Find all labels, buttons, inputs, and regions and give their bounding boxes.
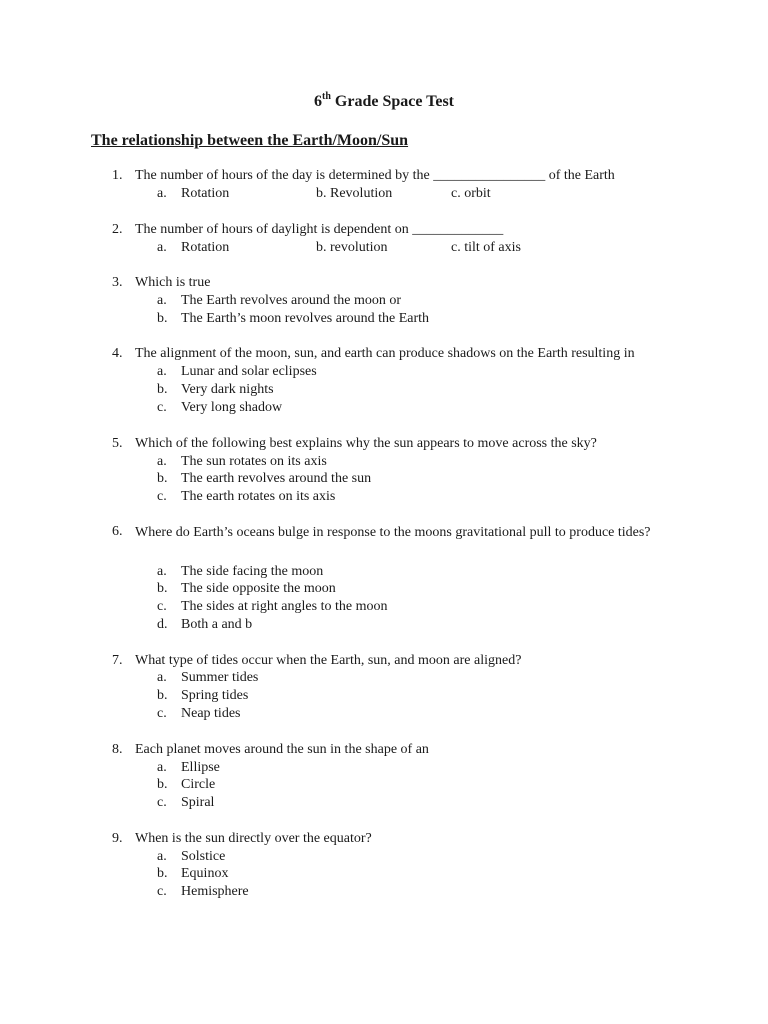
option-text: Neap tides: [181, 706, 241, 721]
option-text: The sides at right angles to the moon: [181, 599, 388, 614]
option-text: Hemisphere: [181, 884, 249, 899]
option-text: Both a and b: [181, 617, 253, 632]
option-text: The earth revolves around the sun: [181, 471, 372, 486]
question-text: Which of the following best explains why the sun appears to move across the sky?: [135, 436, 597, 451]
option-text: The side facing the moon: [181, 564, 324, 579]
option-letter: a.: [157, 670, 167, 685]
title-superscript: th: [321, 90, 331, 102]
question-number: 2.: [112, 222, 123, 237]
question-number: 5.: [112, 436, 123, 451]
question-number: 8.: [112, 742, 123, 757]
option-letter: c.: [157, 489, 167, 504]
option-text: Equinox: [181, 866, 229, 881]
option-b: b. revolution: [316, 240, 388, 255]
option-letter: a.: [157, 454, 167, 469]
option-letter: b.: [157, 311, 168, 326]
option-text: Spring tides: [181, 688, 249, 703]
option-text: Very dark nights: [181, 382, 274, 397]
option-letter: b.: [157, 471, 168, 486]
option-letter: c.: [157, 884, 167, 899]
title-text: Grade Space Test: [334, 93, 455, 110]
option-letter: c.: [157, 599, 167, 614]
option-letter: a.: [157, 564, 167, 579]
question-text: Each planet moves around the sun in the shape of an: [135, 742, 429, 757]
option-c: c. orbit: [451, 186, 491, 201]
question-text: Which is true: [135, 275, 211, 290]
question-number: 4.: [112, 346, 123, 361]
question-number: 6.: [112, 524, 123, 539]
option-text: Very long shadow: [181, 400, 283, 415]
question-number: 3.: [112, 275, 123, 290]
page-title: [0, 92, 768, 112]
option-letter: a.: [157, 760, 167, 775]
option-letter: b.: [157, 581, 168, 596]
question-number: 9.: [112, 831, 123, 846]
option-text: Summer tides: [181, 670, 259, 685]
option-text: The Earth revolves around the moon or: [181, 293, 402, 308]
option-text: Ellipse: [181, 760, 220, 775]
option-text: Solstice: [181, 849, 226, 864]
option-letter: b.: [157, 777, 168, 792]
question-text: What type of tides occur when the Earth, sun, and moon are aligned?: [135, 653, 522, 668]
question-text: The alignment of the moon, sun, and earth can produce shadows on the Earth resulting in: [135, 346, 635, 361]
option-letter: d.: [157, 617, 168, 632]
question-text: Where do Earth’s oceans bulge in response to the moons gravitational pull to produce tides?: [135, 525, 651, 540]
section-heading: The relationship between the Earth/Moon/Sun: [91, 132, 409, 149]
option-a: Rotation: [181, 240, 230, 255]
option-letter: a.: [157, 240, 167, 255]
question-number: 1.: [112, 168, 123, 183]
option-letter: c.: [157, 400, 167, 415]
option-text: The sun rotates on its axis: [181, 454, 327, 469]
option-text: Spiral: [181, 795, 215, 810]
question-number: 7.: [112, 653, 123, 668]
question-text: The number of hours of the day is determined by the ________________ of the Earth: [135, 168, 615, 183]
option-text: The Earth’s moon revolves around the Earth: [181, 311, 430, 326]
option-letter: a.: [157, 849, 167, 864]
option-text: Lunar and solar eclipses: [181, 364, 317, 379]
option-text: Circle: [181, 777, 216, 792]
option-letter: a.: [157, 293, 167, 308]
option-letter: b.: [157, 382, 168, 397]
option-text: The earth rotates on its axis: [181, 489, 336, 504]
option-c: c. tilt of axis: [451, 240, 521, 255]
question-text: When is the sun directly over the equator?: [135, 831, 372, 846]
option-letter: a.: [157, 364, 167, 379]
option-letter: c.: [157, 706, 167, 721]
option-letter: a.: [157, 186, 167, 201]
question-text: The number of hours of daylight is dependent on _____________: [135, 222, 504, 237]
option-text: The side opposite the moon: [181, 581, 336, 596]
option-letter: c.: [157, 795, 167, 810]
title-grade-number: 6: [313, 93, 322, 110]
option-b: b. Revolution: [316, 186, 393, 201]
option-letter: b.: [157, 866, 168, 881]
option-a: Rotation: [181, 186, 230, 201]
option-letter: b.: [157, 688, 168, 703]
